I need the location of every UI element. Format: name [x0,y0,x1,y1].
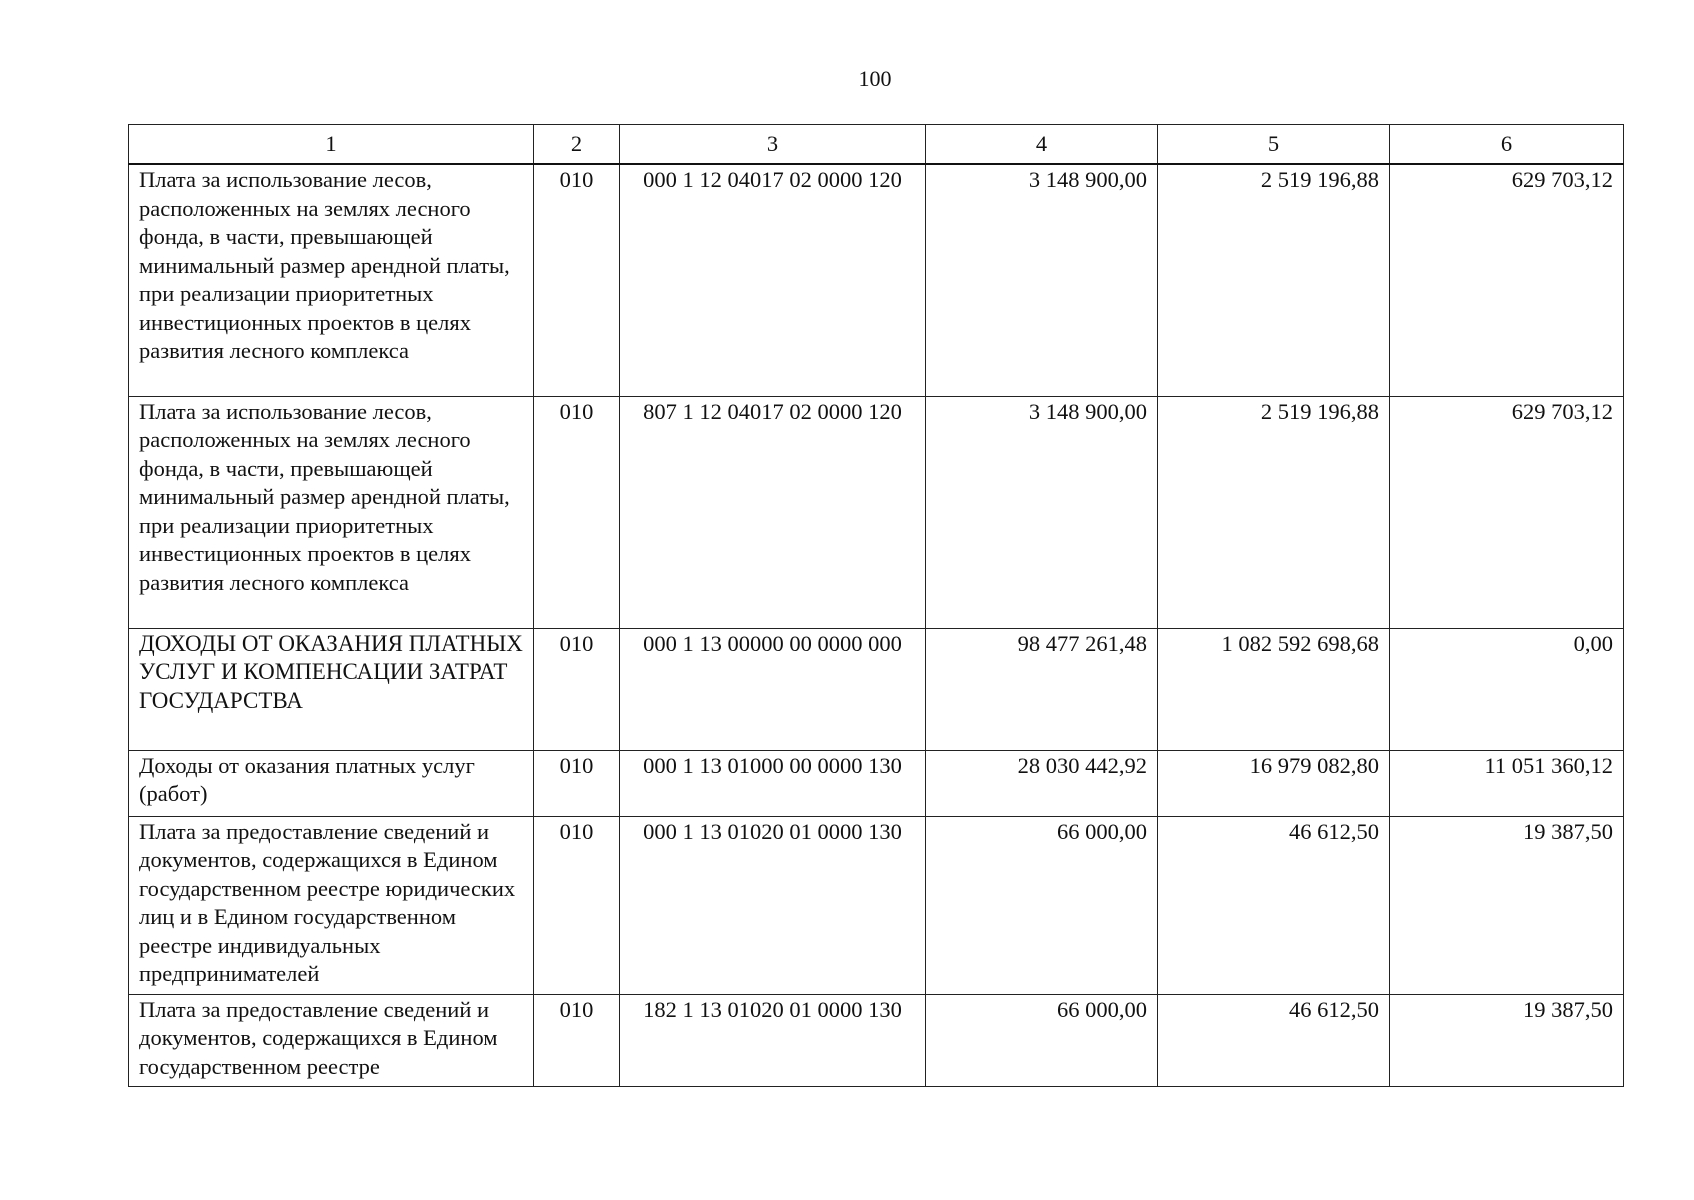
revenue-name: Плата за предоставление сведений и документов, содержащихся в Едином государственном реестре [129,994,534,1086]
line-code: 010 [534,994,620,1086]
approved-amount: 98 477 261,48 [926,628,1158,750]
executed-amount: 2 519 196,88 [1158,396,1390,628]
approved-amount: 3 148 900,00 [926,164,1158,396]
table-row [129,628,1624,750]
revenue-name: Плата за использование лесов, расположенных на землях лесного фонда, в части, превышающей минимальный размер арендной платы, при реализации приоритетных инвестиционных проектов в целях развития лесного комплекса [129,396,534,628]
unexecuted-amount: 629 703,12 [1390,164,1624,396]
executed-amount: 46 612,50 [1158,994,1390,1086]
unexecuted-amount: 0,00 [1390,628,1624,750]
line-code: 010 [534,816,620,994]
approved-amount: 66 000,00 [926,816,1158,994]
unexecuted-amount: 11 051 360,12 [1390,750,1624,816]
line-code: 010 [534,628,620,750]
executed-amount: 46 612,50 [1158,816,1390,994]
budget-classification-code: 000 1 13 00000 00 0000 000 [620,628,926,750]
column-header-3: 3 [620,125,926,165]
table-row [129,994,1624,1086]
executed-amount: 2 519 196,88 [1158,164,1390,396]
column-header-2: 2 [534,125,620,165]
column-header-1: 1 [129,125,534,165]
budget-classification-code: 807 1 12 04017 02 0000 120 [620,396,926,628]
revenue-name: Плата за использование лесов, расположенных на землях лесного фонда, в части, превышающей минимальный размер арендной платы, при реализации приоритетных инвестиционных проектов в целях развития лесного комплекса [129,164,534,396]
approved-amount: 66 000,00 [926,994,1158,1086]
unexecuted-amount: 19 387,50 [1390,994,1624,1086]
approved-amount: 3 148 900,00 [926,396,1158,628]
unexecuted-amount: 19 387,50 [1390,816,1624,994]
executed-amount: 16 979 082,80 [1158,750,1390,816]
table-row [129,816,1624,994]
executed-amount: 1 082 592 698,68 [1158,628,1390,750]
table-row [129,396,1624,628]
revenue-name: Плата за предоставление сведений и документов, содержащихся в Едином государственном реестре юридических лиц и в Едином государственном реестре индивидуальных предпринимателей [129,816,534,994]
table-row [129,750,1624,816]
column-header-5: 5 [1158,125,1390,165]
unexecuted-amount: 629 703,12 [1390,396,1624,628]
column-number-row [129,125,1624,165]
revenue-table [128,124,1624,1087]
revenue-name: Доходы от оказания платных услуг (работ) [129,750,534,816]
page-number: 100 [858,66,892,91]
budget-classification-code: 182 1 13 01020 01 0000 130 [620,994,926,1086]
budget-classification-code: 000 1 12 04017 02 0000 120 [620,164,926,396]
column-header-4: 4 [926,125,1158,165]
revenue-name: ДОХОДЫ ОТ ОКАЗАНИЯ ПЛАТНЫХ УСЛУГ И КОМПЕНСАЦИИ ЗАТРАТ ГОСУДАРСТВА [129,628,534,750]
line-code: 010 [534,750,620,816]
approved-amount: 28 030 442,92 [926,750,1158,816]
line-code: 010 [534,164,620,396]
budget-classification-code: 000 1 13 01020 01 0000 130 [620,816,926,994]
table-row [129,164,1624,396]
budget-classification-code: 000 1 13 01000 00 0000 130 [620,750,926,816]
column-header-6: 6 [1390,125,1624,165]
line-code: 010 [534,396,620,628]
